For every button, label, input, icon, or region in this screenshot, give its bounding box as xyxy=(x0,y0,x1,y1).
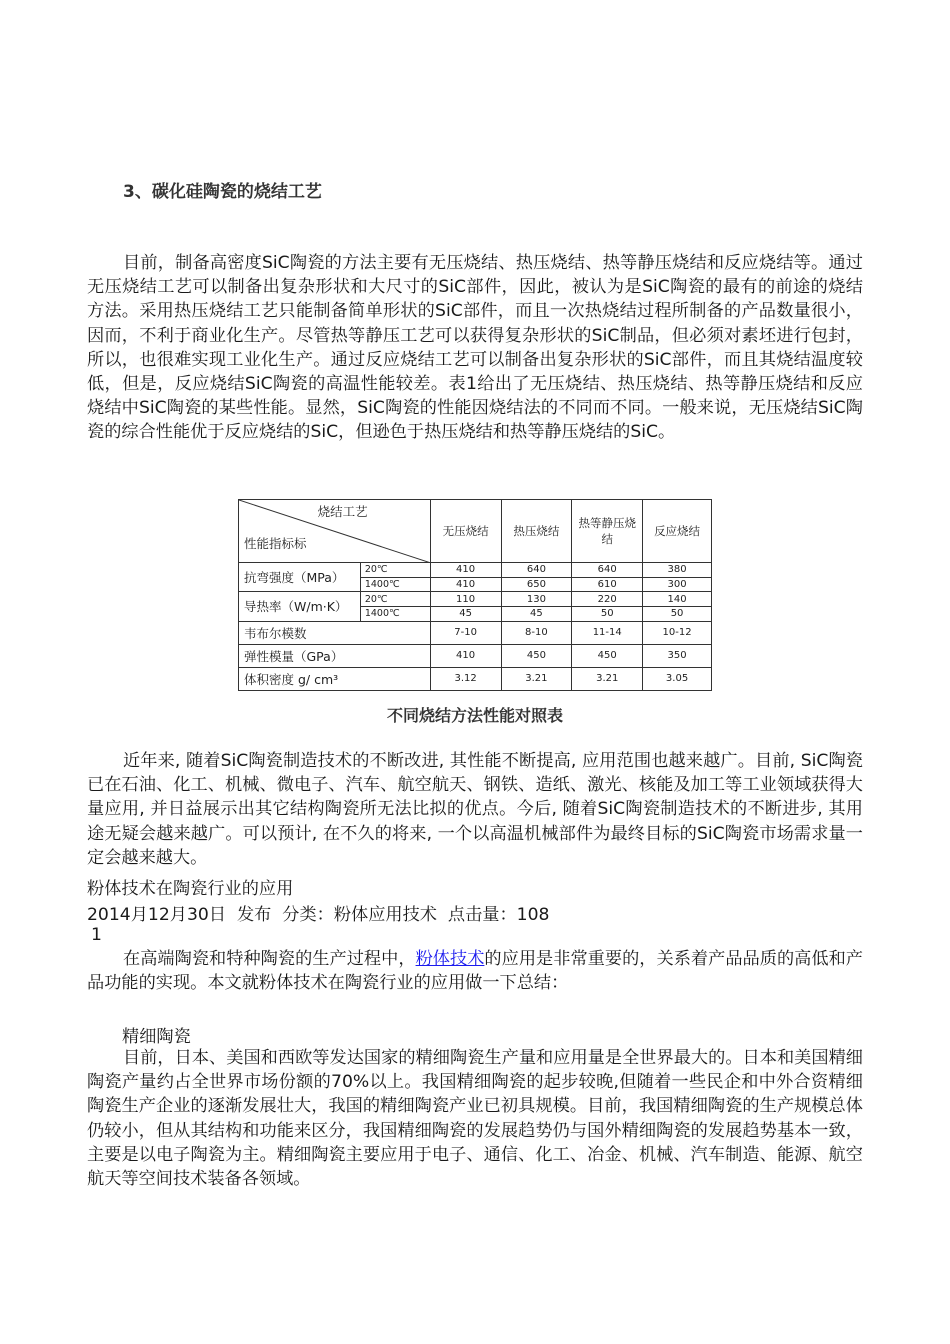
intro-paragraph: 目前，制备高密度SiC陶瓷的方法主要有无压烧结、热压烧结、热等静压烧结和反应烧结等。通过无压烧结工艺可以制备出复杂形状和大尺寸的SiC部件，因此，被认为是SiC陶瓷的最有的前途的烧结方法。采用热压烧结工艺只能制备简单形状的SiC部件，而且一次热烧结过程所制备的产品数量很小，因而，不利于商业化生产。尽管热等静压工艺可以获得复杂形状的SiC制品，但必须对素坯进行包封，所以，也很难实现工业化生产。通过反应烧结工艺可以制备出复杂形状的SiC部件，而且其烧结温度较低，但是，反应烧结SiC陶瓷的高温性能较差。表1给出了无压烧结、热压烧结、热等静压烧结和反应烧结中SiC陶瓷的某些性能。显然，SiC陶瓷的性能因烧结法的不同而不同。一般来说，无压烧结SiC陶瓷的综合性能优于反应烧结的SiC，但逊色于热压烧结和热等静压烧结的SiC。 xyxy=(87,253,863,443)
row-label: 弹性模量（GPa） xyxy=(239,644,431,667)
cell: 50 xyxy=(572,606,643,621)
applications-paragraph: 近年来, 随着SiC陶瓷制造技术的不断改进, 其性能不断提高, 应用范围也越来越广。目前, SiC陶瓷已在石油、化工、机械、微电子、汽车、航空航天、钢铁、造纸、激光、核能及加工等工业领域获得大量应用, 并日益展示出其它结构陶瓷所无法比拟的优点。今后, 随着SiC陶瓷制造技术的不断进步, 其用途无疑会越来越广。可以预计, 在不久的将来, 一个以高温机械部件为最终目标的SiC陶瓷市场需求量一定会越来越大。 xyxy=(87,751,863,868)
powder-intro-paragraph xyxy=(87,947,863,995)
temp-label: 1400℃ xyxy=(360,606,430,621)
cell: 410 xyxy=(430,577,501,592)
performance-table xyxy=(238,499,712,691)
corner-bottom-label: 性能指标标 xyxy=(244,536,307,551)
para-text: 在高端陶瓷和特种陶瓷的生产过程中， xyxy=(123,949,416,969)
article-title: 粉体技术在陶瓷行业的应用 xyxy=(87,879,294,899)
cell: 10-12 xyxy=(643,621,712,644)
col-header: 无压烧结 xyxy=(430,500,501,563)
cell: 220 xyxy=(572,592,643,607)
cell: 640 xyxy=(572,563,643,578)
row-label: 导热率（W/m·K） xyxy=(239,592,361,621)
cell: 380 xyxy=(643,563,712,578)
row-label: 韦布尔模数 xyxy=(239,621,431,644)
cell: 45 xyxy=(430,606,501,621)
cell: 8-10 xyxy=(501,621,572,644)
cell: 110 xyxy=(430,592,501,607)
cell: 140 xyxy=(643,592,712,607)
row-label: 体积密度 g/ cm³ xyxy=(239,667,431,690)
col-header: 热等静压烧结 xyxy=(572,500,643,563)
cell: 410 xyxy=(430,644,501,667)
article-meta: 2014月12月30日 发布 分类：粉体应用技术 点击量：108 xyxy=(87,905,550,925)
cell: 50 xyxy=(643,606,712,621)
subheading: 精细陶瓷 xyxy=(122,1027,191,1047)
cell: 640 xyxy=(501,563,572,578)
col-header: 热压烧结 xyxy=(501,500,572,563)
table-corner-header xyxy=(239,500,431,563)
temp-label: 20℃ xyxy=(360,592,430,607)
cell: 410 xyxy=(430,563,501,578)
temp-label: 20℃ xyxy=(360,563,430,578)
cell: 3.05 xyxy=(643,667,712,690)
temp-label: 1400℃ xyxy=(360,577,430,592)
cell: 3.21 xyxy=(572,667,643,690)
fine-ceramics-paragraph: 目前，日本、美国和西欧等发达国家的精细陶瓷生产量和应用量是全世界最大的。日本和美国精细陶瓷产量约占全世界市场份额的70%以上。我国精细陶瓷的起步较晚,但随着一些民企和中外合资精细陶瓷生产企业的逐渐发展壮大，我国的精细陶瓷产业已初具规模。目前，我国精细陶瓷的生产规模总体仍较小，但从其结构和功能来区分，我国精细陶瓷的发展趋势仍与国外精细陶瓷的发展趋势基本一致，主要是以电子陶瓷为主。精细陶瓷主要应用于电子、通信、化工、冶金、机械、汽车制造、能源、航空航天等空间技术装备各领域。 xyxy=(87,1048,863,1190)
section-heading: 3、碳化硅陶瓷的烧结工艺 xyxy=(123,182,322,202)
corner-top-label: 烧结工艺 xyxy=(317,504,368,519)
col-header: 反应烧结 xyxy=(643,500,712,563)
cell: 450 xyxy=(501,644,572,667)
cell: 610 xyxy=(572,577,643,592)
cell: 45 xyxy=(501,606,572,621)
cell: 650 xyxy=(501,577,572,592)
cell: 3.12 xyxy=(430,667,501,690)
cell: 130 xyxy=(501,592,572,607)
cell: 3.21 xyxy=(501,667,572,690)
cell: 11-14 xyxy=(572,621,643,644)
page-marker: 1 xyxy=(91,925,102,945)
para-text: 的应用是非常重要的，关系着产品品质的高低和产品功能的实现。本文就粉体技术在陶瓷行业的应用做一下总结： xyxy=(87,949,863,994)
table-caption: 不同烧结方法性能对照表 xyxy=(386,706,563,725)
powder-tech-link[interactable]: 粉体技术 xyxy=(415,949,485,969)
cell: 450 xyxy=(572,644,643,667)
cell: 300 xyxy=(643,577,712,592)
cell: 7-10 xyxy=(430,621,501,644)
row-label: 抗弯强度（MPa） xyxy=(239,563,361,592)
cell: 350 xyxy=(643,644,712,667)
